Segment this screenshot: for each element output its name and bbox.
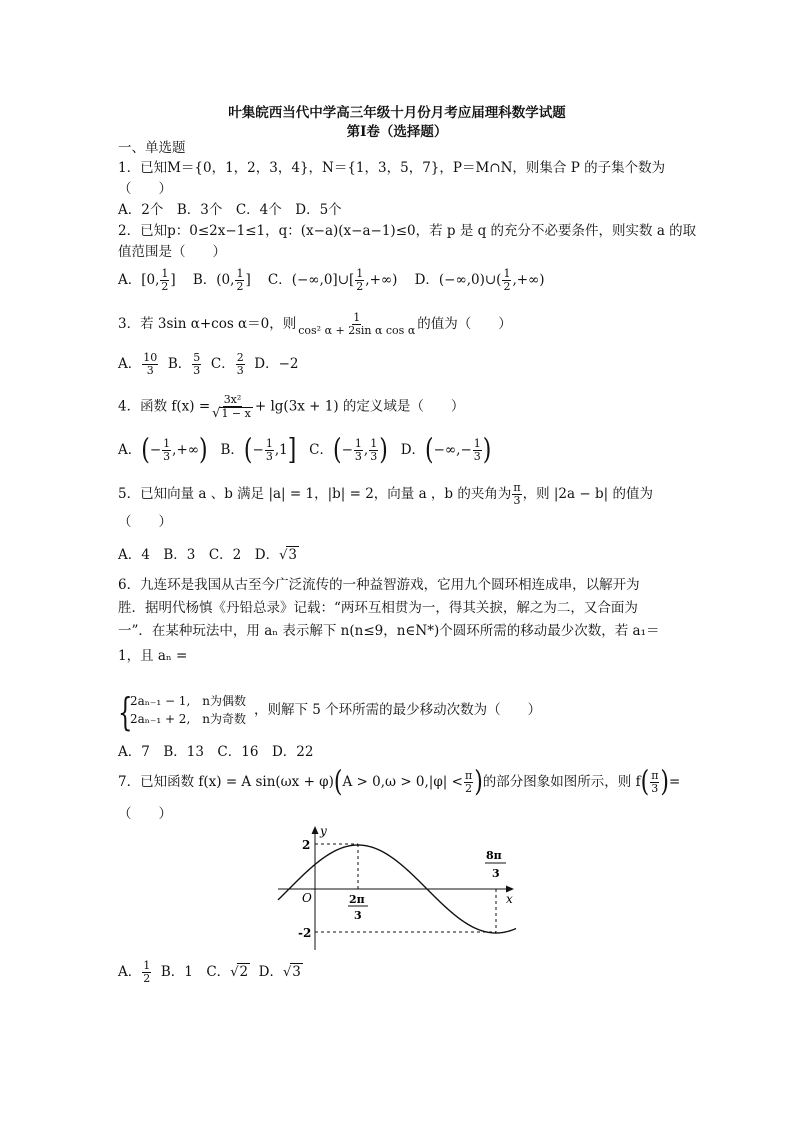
q2-opt-b: B．(0, $\frac{1}{2}$ ]	[192, 267, 251, 293]
q6-line-2: 胜．据明代杨慎《丹铅总录》记载：“两环互相贯为一，得其关捩，解之为二，又合面为	[118, 600, 638, 616]
q7-blank: （ ）	[118, 806, 172, 822]
q2-stem-2: 值范围是（ ）	[118, 244, 226, 260]
q6-line-3: 一”．在某种玩法中，用 aₙ 表示解下 n(n≤9，n∈N*)个圆环所需的移动最少次数，若 a₁＝	[118, 623, 660, 639]
q6-line-1: 6．九连环是我国从古至今广泛流传的一种益智游戏，它用九个圆环相连成串，以解开为	[118, 577, 640, 593]
q4-stem: 4．函数 f(x) = $\frac{\text{3x²}}{√1 - x}$ + lg(3x + 1) 的定义域是（ ）	[118, 393, 465, 421]
section-heading: 一、单选题	[118, 140, 186, 156]
q2-opt-a: A．[0, $\frac{1}{2}$ ]	[118, 267, 176, 293]
q2-stem: 2．已知p：0≤2x−1≤1，q：(x−a)(x−a−1)≤0，若 p 是 q 的充分不必要条件，则实数 a 的取	[118, 223, 697, 239]
q2-opt-c: C．(−∞,0]∪[ $\frac{1}{2}$ ,+∞)	[267, 267, 398, 293]
tick2-num: 8π	[486, 849, 502, 862]
exam-subtitle: 第Ⅰ卷（选择题）	[346, 124, 448, 140]
q1-options: A．2个 B．3个 C．4个 D．5个	[118, 202, 342, 218]
q3-stem: 3．若 3sin α+cos α＝0，则 $\frac{1}{\text{cos² α + 2sin α cos α}}$ 的值为（ ）	[118, 311, 512, 337]
y-label: y	[320, 824, 327, 838]
exam-title: 叶集皖西当代中学高三年级十月份月考应届理科数学试题	[228, 105, 566, 121]
q5-options: A．4 B．3 C．2 D．√3	[118, 547, 297, 563]
q6-case-2: 2aₙ₋₁ + 2, n为奇数	[130, 712, 246, 726]
x-label: x	[506, 892, 513, 906]
y-max-label: 2	[302, 838, 311, 852]
q7-options: A． $\frac{1}{2}$ B．1 C．√2 D．√3	[118, 959, 301, 985]
q1-blank: （ ）	[118, 181, 172, 197]
tick2-den: 3	[492, 867, 500, 880]
q5-blank: （ ）	[118, 514, 172, 530]
q1-stem: 1．已知M＝{0，1，2，3，4}，N＝{1，3，5，7}，P＝M∩N，则集合 P 的子集个数为	[118, 160, 666, 176]
q2-opt-d: D．(−∞,0)∪( $\frac{1}{2}$ ,+∞)	[414, 267, 545, 293]
q6-options: A．7 B．13 C．16 D．22	[118, 744, 314, 760]
q2-options	[118, 268, 545, 293]
q6-stem-post: ，则解下 5 个环所需的最少移动次数为（ ）	[254, 702, 542, 718]
q5-stem: 5．已知向量 a 、b 满足 |a| = 1，|b| = 2，向量 a ，b 的夹角为 $\frac{\pi}{3}$ ，则 |2a − b| 的值为	[118, 481, 653, 507]
q3-options: A． $\frac{10}{3}$ B． $\frac{5}{3}$ C． $\frac{2}{3}$ D．−2	[118, 351, 299, 377]
y-min-label: -2	[298, 926, 312, 940]
q4-options: A．(− $\frac{1}{3}$ ,+∞) B．(− $\frac{1}{3}$ ,1] C．(− $\frac{1}{3}$ , $\frac{1}{3}$ ) D．(−∞,− $\frac{1}{3}$ )	[118, 433, 492, 467]
tick1-num: 2π	[349, 893, 365, 906]
tick1-den: 3	[354, 909, 362, 922]
q7-stem: 7．已知函数 f(x) = A sin(ωx + φ)(A > 0,ω > 0,|φ| < $\frac{\pi}{2}$ )的部分图象如图所示，则 f( $\frac{\pi}{3}$ )=	[118, 765, 681, 799]
origin-label: O	[302, 891, 312, 905]
q6-line-4: 1，且 aₙ =	[118, 648, 188, 664]
piecewise-brace: {	[118, 690, 133, 734]
y-axis-arrow	[312, 826, 319, 834]
sine-graph	[270, 822, 530, 952]
q6-case-1: 2aₙ₋₁ − 1, n为偶数	[130, 694, 246, 708]
